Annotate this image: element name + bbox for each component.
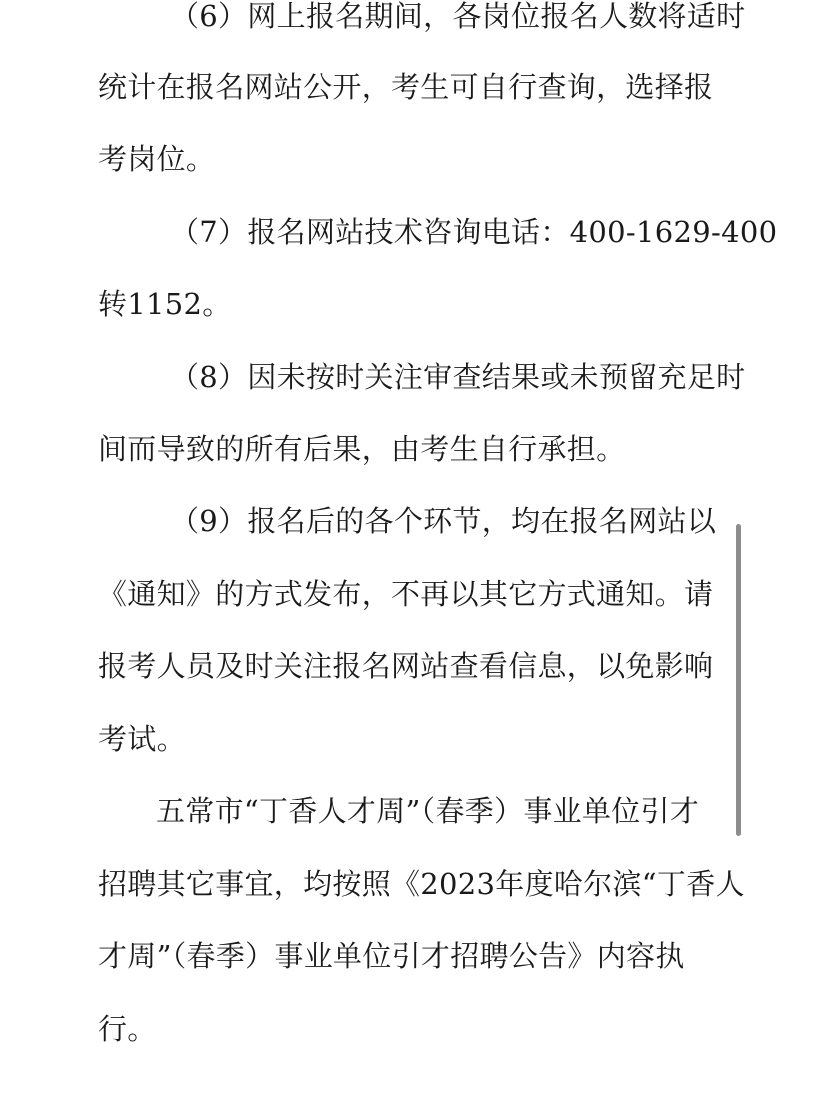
text-line: 招聘其它事宜，均按照《2023年度哈尔滨“丁香人: [98, 867, 745, 901]
text-line: 行。: [98, 1012, 157, 1046]
text-line: （8）因未按时关注审查结果或未预留充足时: [170, 360, 746, 394]
text-line: 考岗位。: [98, 142, 216, 176]
vertical-scrollbar[interactable]: [736, 524, 741, 836]
text-line: （7）报名网站技术咨询电话：400-1629-400: [170, 215, 778, 249]
text-line: 《通知》的方式发布，不再以其它方式通知。请: [98, 577, 714, 611]
text-line: 考试。: [98, 722, 186, 756]
text-line: 报考人员及时关注报名网站查看信息，以免影响: [98, 649, 714, 683]
text-line: 才周”（春季）事业单位引才招聘公告》内容执: [98, 939, 685, 973]
text-line: 统计在报名网站公开，考生可自行查询，选择报: [98, 70, 714, 104]
text-line: 间而导致的所有后果，由考生自行承担。: [98, 432, 626, 466]
text-line: 五常市“丁香人才周”（春季）事业单位引才: [156, 794, 700, 828]
text-line: （9）报名后的各个环节，均在报名网站以: [170, 504, 717, 538]
text-line: 转1152。: [98, 287, 232, 321]
text-line: （6）网上报名期间，各岗位报名人数将适时: [170, 0, 746, 33]
